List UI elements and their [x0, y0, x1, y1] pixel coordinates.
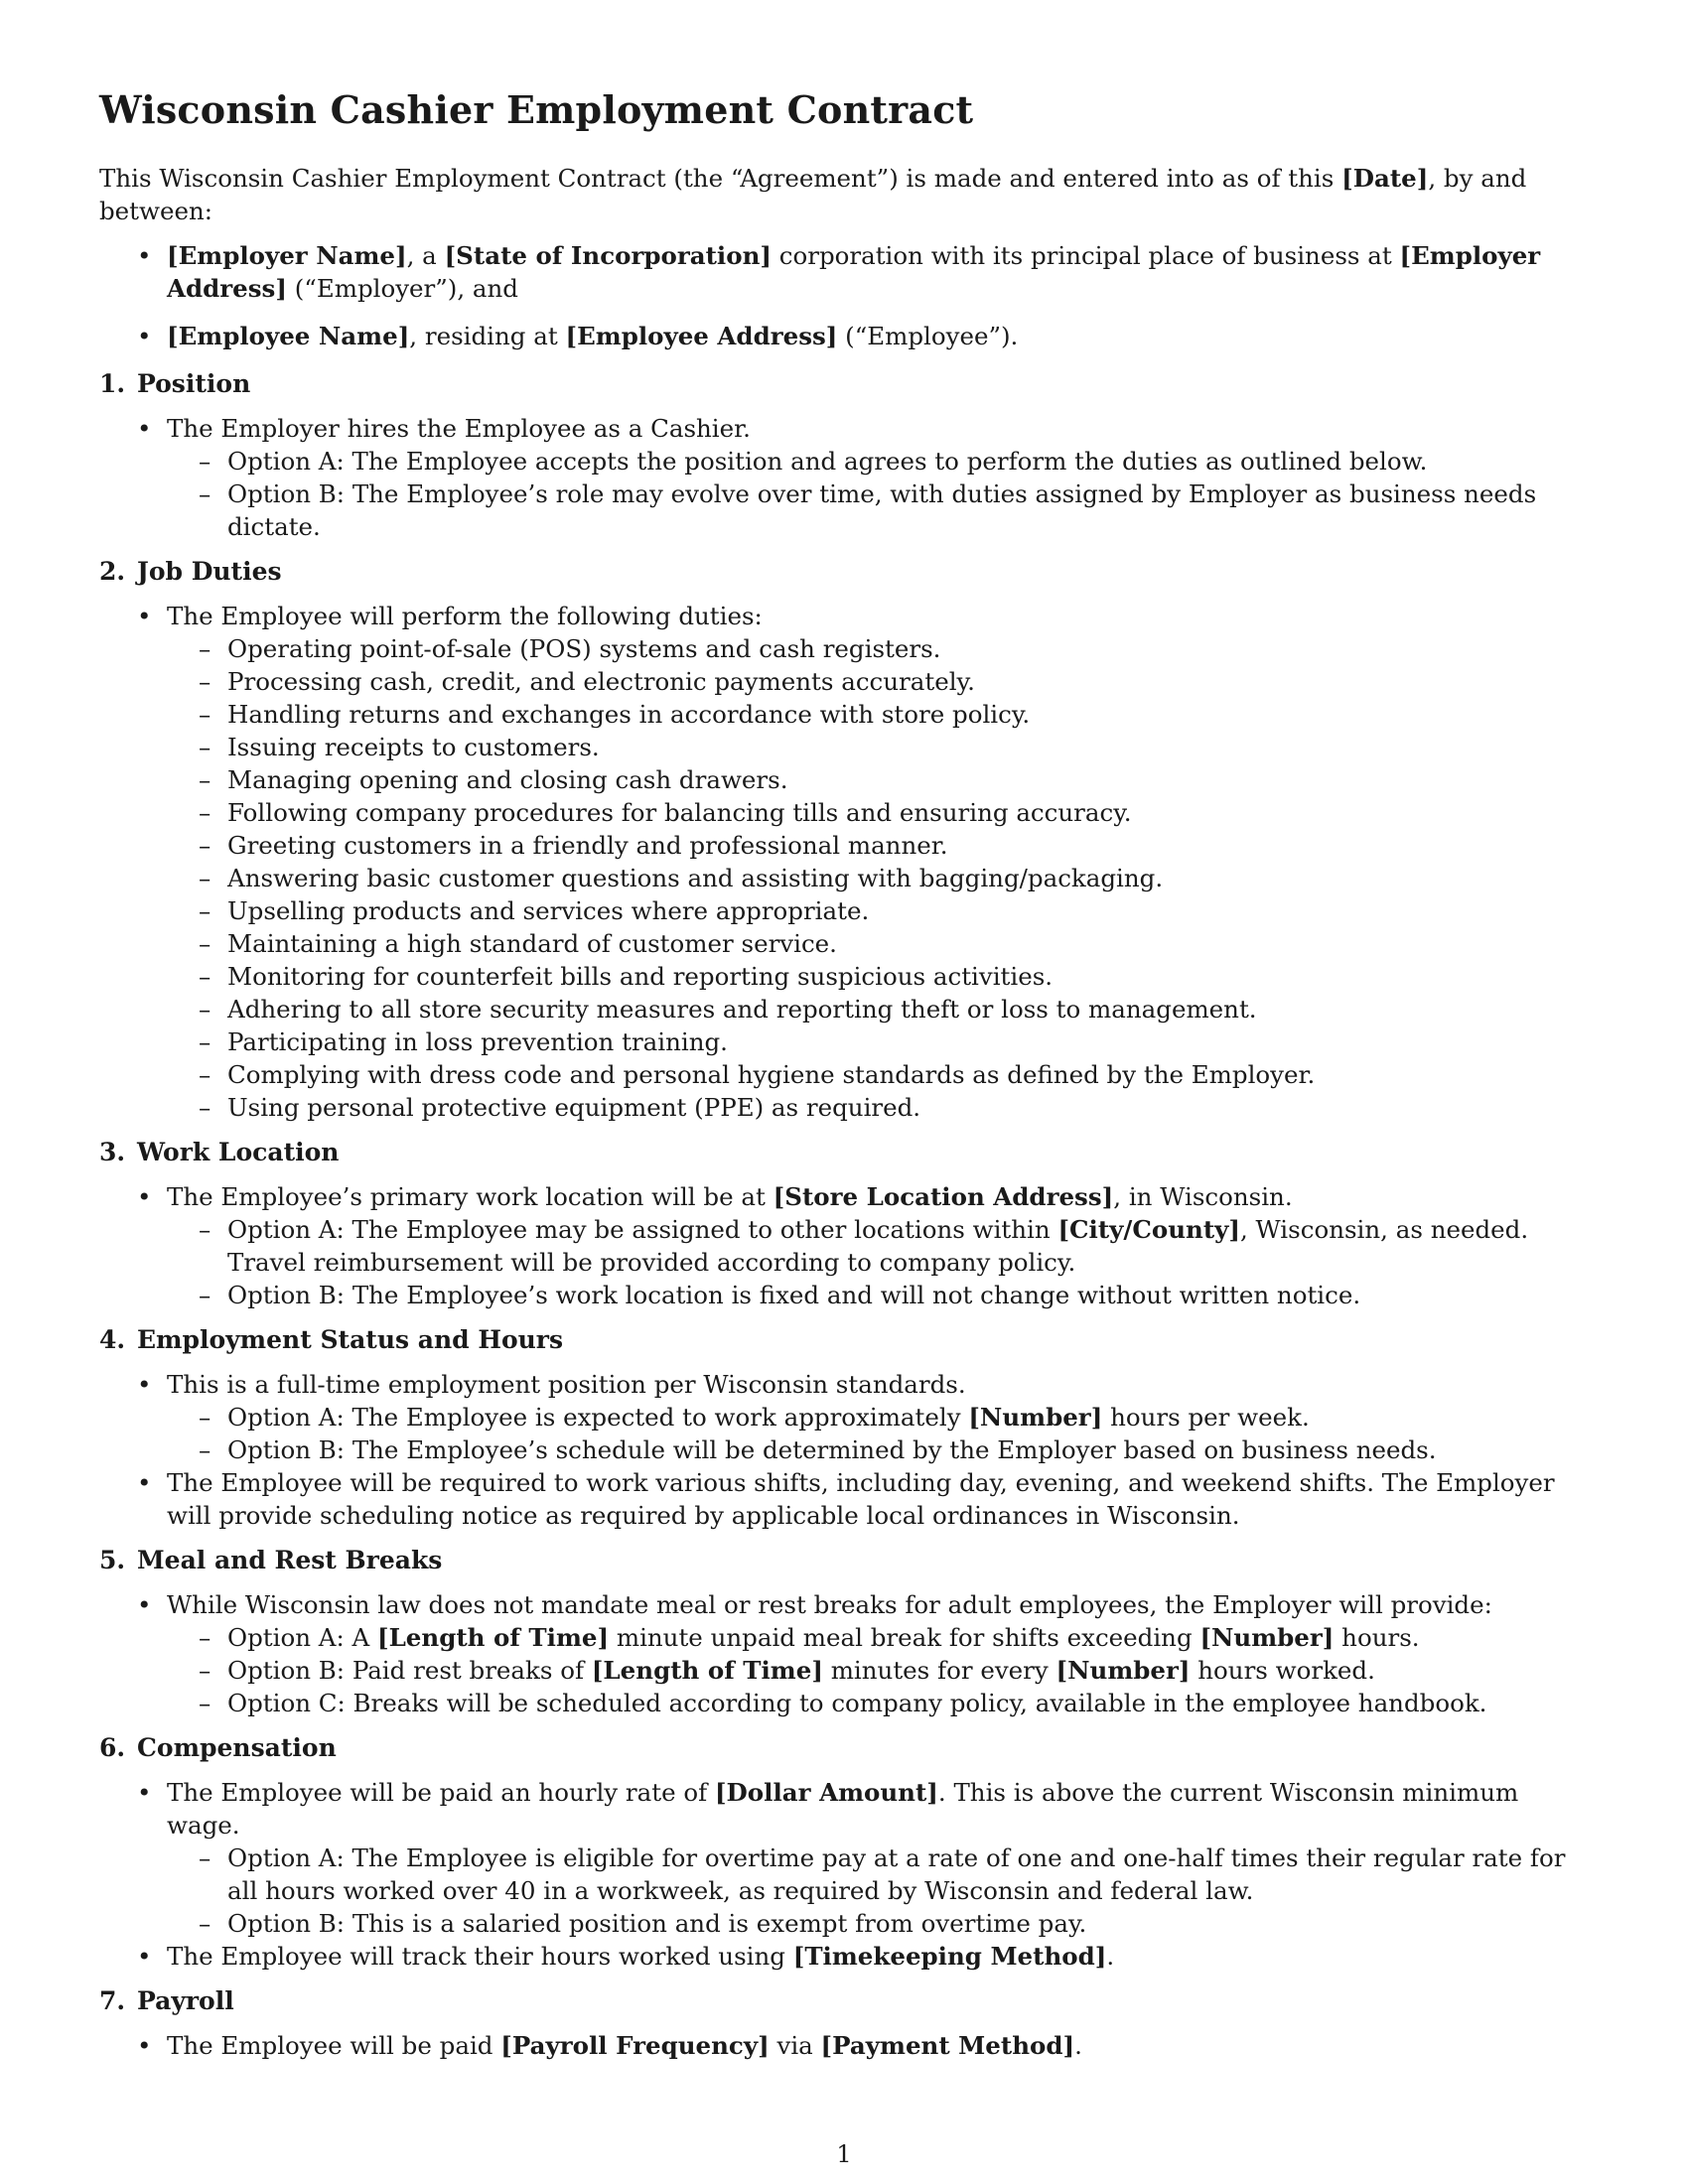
option-item: – Option B: The Employee’s schedule will be determined by the Employer based on business needs.: [99, 1433, 1589, 1466]
duty-item: – Operating point-of-sale (POS) systems and cash registers.: [99, 632, 1589, 665]
section-number: 7.: [99, 1986, 126, 2015]
list-item: • This is a full-time employment position per Wisconsin standards.: [99, 1368, 1589, 1401]
duty-item: – Processing cash, credit, and electronic payments accurately.: [99, 665, 1589, 698]
option-item: – Option B: The Employee’s work location is fixed and will not change without written notice.: [99, 1279, 1589, 1311]
option-item: – Option B: This is a salaried position and is exempt from overtime pay.: [99, 1907, 1589, 1940]
section-list: [99, 1368, 1589, 1532]
duty-item: – Handling returns and exchanges in accordance with store policy.: [99, 698, 1589, 731]
employer-text: , a: [406, 241, 445, 270]
employer-text: (“Employer”), and: [286, 274, 518, 303]
section-heading: [99, 1544, 1589, 1576]
list-item: • The Employee will be required to work various shifts, including day, evening, and weekend shifts. The Employer will provide scheduling notice as required by applicable local ordinances in Wisconsin.: [99, 1466, 1589, 1532]
length-placeholder: [Length of Time]: [591, 1656, 823, 1685]
list-item: [99, 1940, 1589, 1973]
section-number: 6.: [99, 1733, 126, 1762]
duty-item: – Monitoring for counterfeit bills and reporting suspicious activities.: [99, 960, 1589, 993]
section-list: [99, 1588, 1589, 1719]
city-county-placeholder: [City/County]: [1057, 1215, 1240, 1244]
duty-item: – Participating in loss prevention training.: [99, 1025, 1589, 1058]
option-item: – Option A: The Employee is eligible for overtime pay at a rate of one and one-half times their regular rate for all hours worked over 40 in a workweek, as required by Wisconsin and federal law.: [99, 1842, 1589, 1907]
text: hours worked.: [1190, 1656, 1375, 1685]
duty-item: – Complying with dress code and personal hygiene standards as defined by the Employer.: [99, 1058, 1589, 1091]
section-heading: [99, 1731, 1589, 1764]
text: . This is above the current Wisconsin minimum wage.: [167, 1778, 1519, 1840]
duty-item: – Adhering to all store security measures and reporting theft or loss to management.: [99, 993, 1589, 1025]
text: Option A: The Employee may be assigned to other locations within: [227, 1215, 1058, 1244]
list-item: • The Employer hires the Employee as a Cashier.: [99, 412, 1589, 445]
section-payroll: [99, 1984, 1589, 2062]
payment-method-placeholder: [Payment Method]: [820, 2031, 1075, 2060]
contract-page: [99, 87, 1589, 2068]
text: minutes for every: [822, 1656, 1056, 1685]
section-heading: [99, 1136, 1589, 1168]
section-number: 5.: [99, 1546, 126, 1574]
section-title: Compensation: [137, 1733, 337, 1762]
list-item: [99, 1180, 1589, 1213]
employee-party: [99, 320, 1589, 352]
duty-item: – Maintaining a high standard of customer service.: [99, 927, 1589, 960]
text: via: [769, 2031, 821, 2060]
section-title: Work Location: [137, 1138, 340, 1166]
employee-text: (“Employee”).: [837, 322, 1019, 350]
section-meal-rest-breaks: [99, 1544, 1589, 1719]
section-list: [99, 1776, 1589, 1973]
text: hours per week.: [1102, 1403, 1310, 1432]
state-placeholder: [State of Incorporation]: [444, 241, 772, 270]
list-item: [99, 2029, 1589, 2062]
intro-text-end: , by and between:: [99, 164, 1527, 225]
option-item: [99, 1654, 1589, 1687]
duty-item: – Managing opening and closing cash drawers.: [99, 763, 1589, 796]
number-placeholder: [Number]: [1199, 1623, 1335, 1652]
option-item: [99, 1213, 1589, 1279]
section-number: 3.: [99, 1138, 126, 1166]
section-heading: [99, 1323, 1589, 1356]
section-job-duties: [99, 555, 1589, 1124]
section-work-location: [99, 1136, 1589, 1311]
duty-item: – Greeting customers in a friendly and professional manner.: [99, 829, 1589, 862]
section-heading: [99, 555, 1589, 588]
text: The Employee’s primary work location will be at: [167, 1182, 774, 1211]
section-title: Job Duties: [137, 557, 282, 586]
timekeeping-placeholder: [Timekeeping Method]: [792, 1942, 1107, 1971]
employer-party: [99, 239, 1589, 305]
option-item: – Option C: Breaks will be scheduled according to company policy, available in the employee handbook.: [99, 1687, 1589, 1719]
section-list: [99, 2029, 1589, 2062]
parties-list: [99, 239, 1589, 352]
duty-item: – Using personal protective equipment (PPE) as required.: [99, 1091, 1589, 1124]
text: hours.: [1334, 1623, 1420, 1652]
list-item: • While Wisconsin law does not mandate meal or rest breaks for adult employees, the Employer will provide:: [99, 1588, 1589, 1621]
store-address-placeholder: [Store Location Address]: [773, 1182, 1114, 1211]
section-heading: [99, 1984, 1589, 2017]
text: Option B: Paid rest breaks of: [227, 1656, 592, 1685]
employee-text: , residing at: [409, 322, 566, 350]
page-number: 1: [836, 2140, 852, 2168]
section-list: [99, 600, 1589, 1124]
text: Option A: The Employee is expected to work approximately: [227, 1403, 969, 1432]
text: The Employee will be paid an hourly rate of: [167, 1778, 715, 1807]
text: , in Wisconsin.: [1113, 1182, 1293, 1211]
duty-item: – Issuing receipts to customers.: [99, 731, 1589, 763]
section-heading: [99, 367, 1589, 400]
employer-text: corporation with its principal place of business at: [771, 241, 1400, 270]
duty-item: – Upselling products and services where appropriate.: [99, 894, 1589, 927]
text: , Wisconsin, as needed. Travel reimbursement will be provided according to company policy.: [227, 1215, 1529, 1277]
section-number: 2.: [99, 557, 126, 586]
list-item: • The Employee will perform the following duties:: [99, 600, 1589, 632]
dollar-amount-placeholder: [Dollar Amount]: [714, 1778, 938, 1807]
option-item: [99, 1621, 1589, 1654]
document-title: Wisconsin Cashier Employment Contract: [99, 87, 974, 132]
intro-text: This Wisconsin Cashier Employment Contract (the “Agreement”) is made and entered into as of this: [99, 164, 1342, 193]
employee-address-placeholder: [Employee Address]: [565, 322, 838, 350]
section-title: Payroll: [137, 1986, 234, 2015]
employer-address-placeholder: [Employer Address]: [167, 241, 1541, 303]
number-placeholder: [Number]: [1055, 1656, 1191, 1685]
number-placeholder: [Number]: [968, 1403, 1103, 1432]
option-item: – Option B: The Employee’s role may evolve over time, with duties assigned by Employer as business needs dictate.: [99, 478, 1589, 543]
text: .: [1106, 1942, 1115, 1971]
section-position: [99, 367, 1589, 543]
section-title: Meal and Rest Breaks: [137, 1546, 443, 1574]
option-item: [99, 1401, 1589, 1433]
section-status-hours: [99, 1323, 1589, 1532]
text: Option A: A: [227, 1623, 377, 1652]
section-compensation: [99, 1731, 1589, 1973]
date-placeholder: [Date]: [1341, 164, 1429, 193]
text: The Employee will track their hours worked using: [167, 1942, 793, 1971]
section-list: [99, 1180, 1589, 1311]
duty-item: – Following company procedures for balancing tills and ensuring accuracy.: [99, 796, 1589, 829]
intro-paragraph: [99, 162, 1589, 227]
employer-name-placeholder: [Employer Name]: [167, 241, 407, 270]
section-number: 1.: [99, 369, 126, 398]
option-item: – Option A: The Employee accepts the position and agrees to perform the duties as outlined below.: [99, 445, 1589, 478]
text: .: [1074, 2031, 1082, 2060]
payroll-frequency-placeholder: [Payroll Frequency]: [500, 2031, 770, 2060]
section-number: 4.: [99, 1325, 126, 1354]
text: minute unpaid meal break for shifts exceeding: [609, 1623, 1200, 1652]
text: The Employee will be paid: [167, 2031, 501, 2060]
duty-item: – Answering basic customer questions and assisting with bagging/packaging.: [99, 862, 1589, 894]
section-list: [99, 412, 1589, 543]
list-item: [99, 1776, 1589, 1842]
section-title: Position: [137, 369, 251, 398]
section-title: Employment Status and Hours: [137, 1325, 564, 1354]
employee-name-placeholder: [Employee Name]: [167, 322, 410, 350]
length-placeholder: [Length of Time]: [376, 1623, 610, 1652]
